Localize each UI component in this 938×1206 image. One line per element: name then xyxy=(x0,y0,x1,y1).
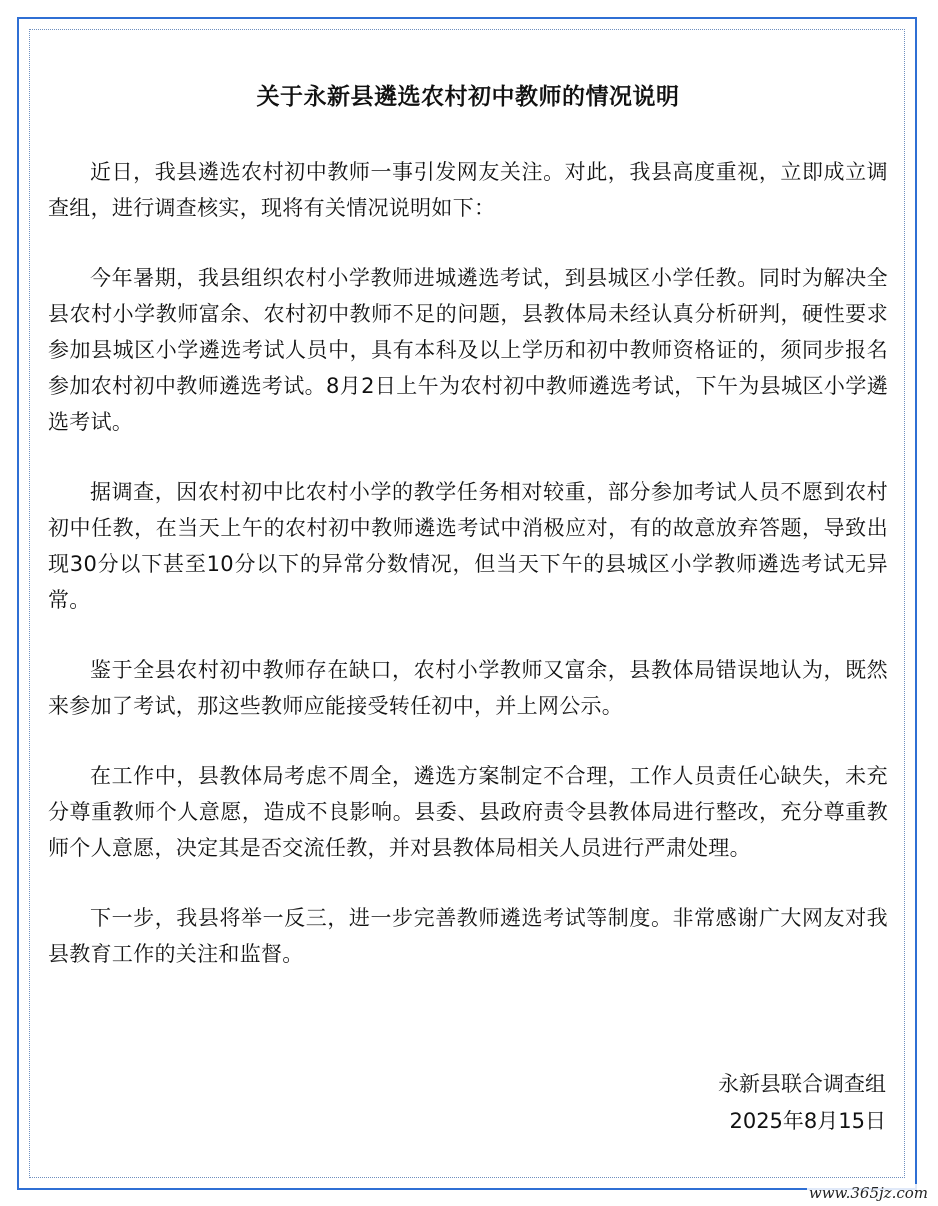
paragraph-background: 今年暑期，我县组织农村小学教师进城遴选考试，到县城区小学任教。同时为解决全县农村小学教师富余、农村初中教师不足的问题，县教体局未经认真分析研判，硬性要求参加县城区小学遴选考试人员中，具有本科及以上学历和初中教师资格证的，须同步报名参加农村初中教师遴选考试。8月2日上午为农村初中教师遴选考试，下午为县城区小学遴选考试。 xyxy=(48,266,888,434)
paragraph-investigation: 据调查，因农村初中比农村小学的教学任务相对较重，部分参加考试人员不愿到农村初中任教，在当天上午的农村初中教师遴选考试中消极应对，有的故意放弃答题，导致出现30分以下甚至10分以下的异常分数情况，但当天下午的县城区小学教师遴选考试无异常。 xyxy=(48,480,888,612)
signature-date: 2025年8月15日 xyxy=(729,1109,886,1133)
site-watermark: www.365jz.com xyxy=(808,1184,928,1202)
paragraph-error: 鉴于全县农村初中教师存在缺口，农村小学教师又富余，县教体局错误地认为，既然来参加了考试，那这些教师应能接受转任初中，并上网公示。 xyxy=(48,658,888,718)
paragraph-next-step: 下一步，我县将举一反三，进一步完善教师遴选考试等制度。非常感谢广大网友对我县教育工作的关注和监督。 xyxy=(48,906,888,966)
document-body xyxy=(48,80,888,1006)
signature-organization: 永新县联合调查组 xyxy=(718,1072,886,1096)
paragraph-rectification: 在工作中，县教体局考虑不周全，遴选方案制定不合理，工作人员责任心缺失，未充分尊重教师个人意愿，造成不良影响。县委、县政府责令县教体局进行整改，充分尊重教师个人意愿，决定其是否交流任教，并对县教体局相关人员进行严肃处理。 xyxy=(48,764,888,860)
signature-block xyxy=(718,1066,886,1140)
document-title: 关于永新县遴选农村初中教师的情况说明 xyxy=(256,84,680,110)
paragraph-intro: 近日，我县遴选农村初中教师一事引发网友关注。对此，我县高度重视，立即成立调查组，进行调查核实，现将有关情况说明如下： xyxy=(48,160,888,220)
